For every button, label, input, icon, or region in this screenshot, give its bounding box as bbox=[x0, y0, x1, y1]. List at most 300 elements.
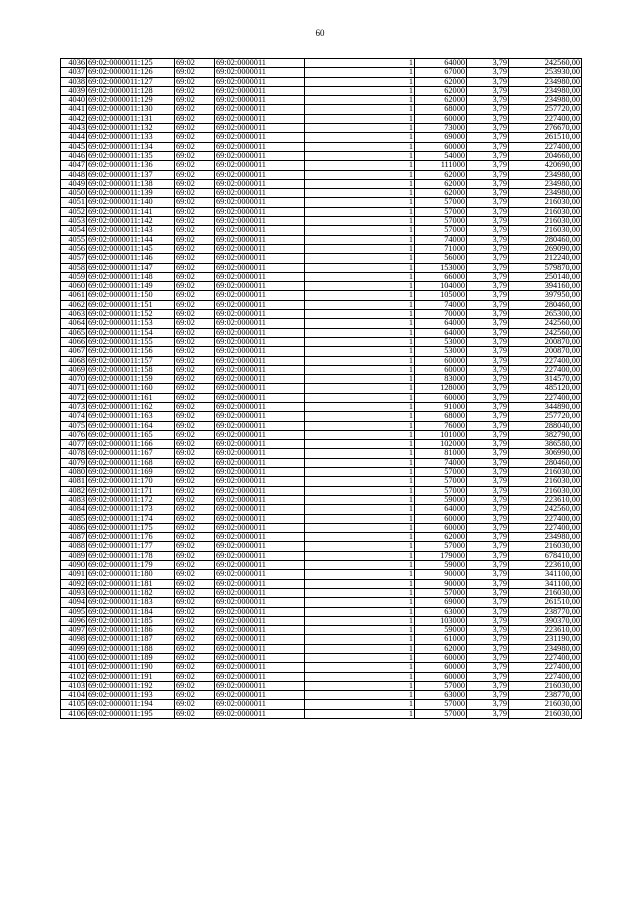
table-row bbox=[61, 477, 582, 486]
row-number-cell: 4104 bbox=[61, 691, 87, 700]
table-row bbox=[61, 700, 582, 709]
cadastral-number-cell: 69:02:0000011:180 bbox=[87, 570, 175, 579]
cadastral-number-cell: 69:02:0000011:162 bbox=[87, 402, 175, 411]
district-code-cell: 69:02 bbox=[175, 533, 215, 542]
object-count-cell: 1 bbox=[305, 663, 415, 672]
cadastral-value-cell: 280460,00 bbox=[509, 300, 582, 309]
quarter-number-cell: 69:02:0000011 bbox=[215, 468, 305, 477]
table-row bbox=[61, 59, 582, 68]
cadastral-value-cell: 227400,00 bbox=[509, 523, 582, 532]
table-row bbox=[61, 207, 582, 216]
quarter-number-cell: 69:02:0000011 bbox=[215, 96, 305, 105]
area-value-cell: 60000 bbox=[415, 672, 467, 681]
district-code-cell: 69:02 bbox=[175, 477, 215, 486]
area-value-cell: 104000 bbox=[415, 282, 467, 291]
district-code-cell: 69:02 bbox=[175, 226, 215, 235]
coefficient-cell: 3,79 bbox=[467, 561, 509, 570]
district-code-cell: 69:02 bbox=[175, 328, 215, 337]
table-row bbox=[61, 133, 582, 142]
area-value-cell: 57000 bbox=[415, 477, 467, 486]
cadastral-number-cell: 69:02:0000011:193 bbox=[87, 691, 175, 700]
quarter-number-cell: 69:02:0000011 bbox=[215, 570, 305, 579]
row-number-cell: 4070 bbox=[61, 375, 87, 384]
row-number-cell: 4047 bbox=[61, 161, 87, 170]
area-value-cell: 62000 bbox=[415, 644, 467, 653]
row-number-cell: 4048 bbox=[61, 170, 87, 179]
district-code-cell: 69:02 bbox=[175, 607, 215, 616]
cadastral-number-cell: 69:02:0000011:135 bbox=[87, 151, 175, 160]
quarter-number-cell: 69:02:0000011 bbox=[215, 142, 305, 151]
cadastral-number-cell: 69:02:0000011:147 bbox=[87, 263, 175, 272]
coefficient-cell: 3,79 bbox=[467, 235, 509, 244]
coefficient-cell: 3,79 bbox=[467, 189, 509, 198]
row-number-cell: 4095 bbox=[61, 607, 87, 616]
coefficient-cell: 3,79 bbox=[467, 626, 509, 635]
coefficient-cell: 3,79 bbox=[467, 198, 509, 207]
quarter-number-cell: 69:02:0000011 bbox=[215, 709, 305, 718]
cadastral-value-cell: 257720,00 bbox=[509, 412, 582, 421]
object-count-cell: 1 bbox=[305, 96, 415, 105]
cadastral-value-cell: 223610,00 bbox=[509, 495, 582, 504]
quarter-number-cell: 69:02:0000011 bbox=[215, 217, 305, 226]
table-row bbox=[61, 142, 582, 151]
row-number-cell: 4055 bbox=[61, 235, 87, 244]
row-number-cell: 4098 bbox=[61, 635, 87, 644]
quarter-number-cell: 69:02:0000011 bbox=[215, 551, 305, 560]
coefficient-cell: 3,79 bbox=[467, 700, 509, 709]
row-number-cell: 4051 bbox=[61, 198, 87, 207]
cadastral-value-cell: 216030,00 bbox=[509, 207, 582, 216]
cadastral-value-cell: 261510,00 bbox=[509, 598, 582, 607]
cadastral-value-cell: 314570,00 bbox=[509, 375, 582, 384]
cadastral-number-cell: 69:02:0000011:136 bbox=[87, 161, 175, 170]
district-code-cell: 69:02 bbox=[175, 440, 215, 449]
row-number-cell: 4038 bbox=[61, 77, 87, 86]
area-value-cell: 62000 bbox=[415, 86, 467, 95]
row-number-cell: 4077 bbox=[61, 440, 87, 449]
area-value-cell: 63000 bbox=[415, 607, 467, 616]
cadastral-number-cell: 69:02:0000011:183 bbox=[87, 598, 175, 607]
quarter-number-cell: 69:02:0000011 bbox=[215, 402, 305, 411]
row-number-cell: 4036 bbox=[61, 59, 87, 68]
cadastral-value-cell: 212240,00 bbox=[509, 254, 582, 263]
district-code-cell: 69:02 bbox=[175, 542, 215, 551]
cadastral-number-cell: 69:02:0000011:164 bbox=[87, 421, 175, 430]
coefficient-cell: 3,79 bbox=[467, 449, 509, 458]
cadastral-value-cell: 579870,00 bbox=[509, 263, 582, 272]
table-row bbox=[61, 495, 582, 504]
district-code-cell: 69:02 bbox=[175, 189, 215, 198]
object-count-cell: 1 bbox=[305, 263, 415, 272]
coefficient-cell: 3,79 bbox=[467, 272, 509, 281]
object-count-cell: 1 bbox=[305, 328, 415, 337]
quarter-number-cell: 69:02:0000011 bbox=[215, 207, 305, 216]
district-code-cell: 69:02 bbox=[175, 198, 215, 207]
table-row bbox=[61, 282, 582, 291]
cadastral-value-cell: 216030,00 bbox=[509, 542, 582, 551]
quarter-number-cell: 69:02:0000011 bbox=[215, 495, 305, 504]
coefficient-cell: 3,79 bbox=[467, 365, 509, 374]
cadastral-number-cell: 69:02:0000011:129 bbox=[87, 96, 175, 105]
row-number-cell: 4083 bbox=[61, 495, 87, 504]
district-code-cell: 69:02 bbox=[175, 114, 215, 123]
cadastral-value-cell: 306990,00 bbox=[509, 449, 582, 458]
table-row bbox=[61, 337, 582, 346]
object-count-cell: 1 bbox=[305, 570, 415, 579]
quarter-number-cell: 69:02:0000011 bbox=[215, 598, 305, 607]
quarter-number-cell: 69:02:0000011 bbox=[215, 505, 305, 514]
cadastral-value-cell: 276670,00 bbox=[509, 124, 582, 133]
cadastral-number-cell: 69:02:0000011:174 bbox=[87, 514, 175, 523]
quarter-number-cell: 69:02:0000011 bbox=[215, 328, 305, 337]
area-value-cell: 60000 bbox=[415, 142, 467, 151]
quarter-number-cell: 69:02:0000011 bbox=[215, 561, 305, 570]
cadastral-number-cell: 69:02:0000011:171 bbox=[87, 486, 175, 495]
district-code-cell: 69:02 bbox=[175, 588, 215, 597]
row-number-cell: 4062 bbox=[61, 300, 87, 309]
table-row bbox=[61, 226, 582, 235]
district-code-cell: 69:02 bbox=[175, 235, 215, 244]
area-value-cell: 74000 bbox=[415, 300, 467, 309]
table-row bbox=[61, 179, 582, 188]
cadastral-value-cell: 216030,00 bbox=[509, 588, 582, 597]
table-row bbox=[61, 561, 582, 570]
row-number-cell: 4056 bbox=[61, 244, 87, 253]
object-count-cell: 1 bbox=[305, 495, 415, 504]
quarter-number-cell: 69:02:0000011 bbox=[215, 347, 305, 356]
object-count-cell: 1 bbox=[305, 635, 415, 644]
coefficient-cell: 3,79 bbox=[467, 412, 509, 421]
quarter-number-cell: 69:02:0000011 bbox=[215, 663, 305, 672]
row-number-cell: 4065 bbox=[61, 328, 87, 337]
cadastral-value-cell: 227400,00 bbox=[509, 654, 582, 663]
cadastral-number-cell: 69:02:0000011:156 bbox=[87, 347, 175, 356]
row-number-cell: 4091 bbox=[61, 570, 87, 579]
district-code-cell: 69:02 bbox=[175, 709, 215, 718]
coefficient-cell: 3,79 bbox=[467, 244, 509, 253]
table-row bbox=[61, 328, 582, 337]
coefficient-cell: 3,79 bbox=[467, 505, 509, 514]
coefficient-cell: 3,79 bbox=[467, 681, 509, 690]
cadastral-number-cell: 69:02:0000011:148 bbox=[87, 272, 175, 281]
object-count-cell: 1 bbox=[305, 272, 415, 281]
table-row bbox=[61, 672, 582, 681]
table-row bbox=[61, 161, 582, 170]
table-row bbox=[61, 254, 582, 263]
row-number-cell: 4084 bbox=[61, 505, 87, 514]
quarter-number-cell: 69:02:0000011 bbox=[215, 421, 305, 430]
cadastral-value-cell: 234980,00 bbox=[509, 170, 582, 179]
table-row bbox=[61, 616, 582, 625]
object-count-cell: 1 bbox=[305, 282, 415, 291]
object-count-cell: 1 bbox=[305, 375, 415, 384]
area-value-cell: 69000 bbox=[415, 598, 467, 607]
cadastral-number-cell: 69:02:0000011:189 bbox=[87, 654, 175, 663]
quarter-number-cell: 69:02:0000011 bbox=[215, 393, 305, 402]
area-value-cell: 60000 bbox=[415, 114, 467, 123]
cadastral-value-cell: 341100,00 bbox=[509, 570, 582, 579]
area-value-cell: 60000 bbox=[415, 356, 467, 365]
district-code-cell: 69:02 bbox=[175, 68, 215, 77]
cadastral-number-cell: 69:02:0000011:130 bbox=[87, 105, 175, 114]
cadastral-number-cell: 69:02:0000011:137 bbox=[87, 170, 175, 179]
object-count-cell: 1 bbox=[305, 133, 415, 142]
area-value-cell: 62000 bbox=[415, 533, 467, 542]
table-row bbox=[61, 86, 582, 95]
row-number-cell: 4043 bbox=[61, 124, 87, 133]
district-code-cell: 69:02 bbox=[175, 551, 215, 560]
quarter-number-cell: 69:02:0000011 bbox=[215, 542, 305, 551]
object-count-cell: 1 bbox=[305, 430, 415, 439]
row-number-cell: 4090 bbox=[61, 561, 87, 570]
quarter-number-cell: 69:02:0000011 bbox=[215, 430, 305, 439]
row-number-cell: 4057 bbox=[61, 254, 87, 263]
district-code-cell: 69:02 bbox=[175, 402, 215, 411]
cadastral-number-cell: 69:02:0000011:138 bbox=[87, 179, 175, 188]
quarter-number-cell: 69:02:0000011 bbox=[215, 616, 305, 625]
object-count-cell: 1 bbox=[305, 217, 415, 226]
cadastral-number-cell: 69:02:0000011:169 bbox=[87, 468, 175, 477]
quarter-number-cell: 69:02:0000011 bbox=[215, 523, 305, 532]
quarter-number-cell: 69:02:0000011 bbox=[215, 170, 305, 179]
area-value-cell: 64000 bbox=[415, 328, 467, 337]
district-code-cell: 69:02 bbox=[175, 161, 215, 170]
row-number-cell: 4045 bbox=[61, 142, 87, 151]
cadastral-value-cell: 242560,00 bbox=[509, 59, 582, 68]
row-number-cell: 4073 bbox=[61, 402, 87, 411]
coefficient-cell: 3,79 bbox=[467, 375, 509, 384]
object-count-cell: 1 bbox=[305, 189, 415, 198]
quarter-number-cell: 69:02:0000011 bbox=[215, 607, 305, 616]
row-number-cell: 4089 bbox=[61, 551, 87, 560]
cadastral-number-cell: 69:02:0000011:134 bbox=[87, 142, 175, 151]
table-row bbox=[61, 542, 582, 551]
cadastral-number-cell: 69:02:0000011:152 bbox=[87, 310, 175, 319]
coefficient-cell: 3,79 bbox=[467, 105, 509, 114]
coefficient-cell: 3,79 bbox=[467, 300, 509, 309]
cadastral-number-cell: 69:02:0000011:153 bbox=[87, 319, 175, 328]
object-count-cell: 1 bbox=[305, 691, 415, 700]
row-number-cell: 4037 bbox=[61, 68, 87, 77]
cadastral-value-cell: 234980,00 bbox=[509, 86, 582, 95]
table-row bbox=[61, 235, 582, 244]
area-value-cell: 111000 bbox=[415, 161, 467, 170]
district-code-cell: 69:02 bbox=[175, 124, 215, 133]
row-number-cell: 4094 bbox=[61, 598, 87, 607]
coefficient-cell: 3,79 bbox=[467, 337, 509, 346]
district-code-cell: 69:02 bbox=[175, 672, 215, 681]
table-row bbox=[61, 291, 582, 300]
cadastral-value-cell: 253930,00 bbox=[509, 68, 582, 77]
coefficient-cell: 3,79 bbox=[467, 142, 509, 151]
row-number-cell: 4086 bbox=[61, 523, 87, 532]
coefficient-cell: 3,79 bbox=[467, 691, 509, 700]
row-number-cell: 4067 bbox=[61, 347, 87, 356]
table-row bbox=[61, 570, 582, 579]
area-value-cell: 57000 bbox=[415, 198, 467, 207]
cadastral-number-cell: 69:02:0000011:185 bbox=[87, 616, 175, 625]
coefficient-cell: 3,79 bbox=[467, 328, 509, 337]
coefficient-cell: 3,79 bbox=[467, 663, 509, 672]
row-number-cell: 4060 bbox=[61, 282, 87, 291]
table-row bbox=[61, 114, 582, 123]
cadastral-number-cell: 69:02:0000011:157 bbox=[87, 356, 175, 365]
area-value-cell: 60000 bbox=[415, 365, 467, 374]
cadastral-number-cell: 69:02:0000011:184 bbox=[87, 607, 175, 616]
coefficient-cell: 3,79 bbox=[467, 477, 509, 486]
quarter-number-cell: 69:02:0000011 bbox=[215, 644, 305, 653]
cadastral-value-cell: 382790,00 bbox=[509, 430, 582, 439]
coefficient-cell: 3,79 bbox=[467, 124, 509, 133]
district-code-cell: 69:02 bbox=[175, 347, 215, 356]
table-row bbox=[61, 402, 582, 411]
object-count-cell: 1 bbox=[305, 468, 415, 477]
quarter-number-cell: 69:02:0000011 bbox=[215, 681, 305, 690]
cadastral-value-cell: 280460,00 bbox=[509, 458, 582, 467]
cadastral-value-cell: 223610,00 bbox=[509, 626, 582, 635]
row-number-cell: 4106 bbox=[61, 709, 87, 718]
quarter-number-cell: 69:02:0000011 bbox=[215, 282, 305, 291]
row-number-cell: 4042 bbox=[61, 114, 87, 123]
cadastral-value-cell: 341100,00 bbox=[509, 579, 582, 588]
object-count-cell: 1 bbox=[305, 114, 415, 123]
object-count-cell: 1 bbox=[305, 384, 415, 393]
object-count-cell: 1 bbox=[305, 402, 415, 411]
table-row bbox=[61, 421, 582, 430]
area-value-cell: 68000 bbox=[415, 412, 467, 421]
coefficient-cell: 3,79 bbox=[467, 579, 509, 588]
object-count-cell: 1 bbox=[305, 161, 415, 170]
object-count-cell: 1 bbox=[305, 151, 415, 160]
table-row bbox=[61, 217, 582, 226]
coefficient-cell: 3,79 bbox=[467, 384, 509, 393]
cadastral-number-cell: 69:02:0000011:167 bbox=[87, 449, 175, 458]
cadastral-value-cell: 200870,00 bbox=[509, 337, 582, 346]
table-row bbox=[61, 96, 582, 105]
cadastral-value-cell: 678410,00 bbox=[509, 551, 582, 560]
district-code-cell: 69:02 bbox=[175, 375, 215, 384]
row-number-cell: 4074 bbox=[61, 412, 87, 421]
district-code-cell: 69:02 bbox=[175, 458, 215, 467]
table-row bbox=[61, 681, 582, 690]
area-value-cell: 57000 bbox=[415, 468, 467, 477]
area-value-cell: 59000 bbox=[415, 561, 467, 570]
district-code-cell: 69:02 bbox=[175, 663, 215, 672]
table-row bbox=[61, 430, 582, 439]
object-count-cell: 1 bbox=[305, 644, 415, 653]
quarter-number-cell: 69:02:0000011 bbox=[215, 300, 305, 309]
district-code-cell: 69:02 bbox=[175, 626, 215, 635]
table-row bbox=[61, 310, 582, 319]
area-value-cell: 128000 bbox=[415, 384, 467, 393]
cadastral-number-cell: 69:02:0000011:181 bbox=[87, 579, 175, 588]
object-count-cell: 1 bbox=[305, 365, 415, 374]
area-value-cell: 74000 bbox=[415, 235, 467, 244]
area-value-cell: 56000 bbox=[415, 254, 467, 263]
object-count-cell: 1 bbox=[305, 551, 415, 560]
table-row bbox=[61, 365, 582, 374]
table-row bbox=[61, 319, 582, 328]
district-code-cell: 69:02 bbox=[175, 356, 215, 365]
district-code-cell: 69:02 bbox=[175, 365, 215, 374]
cadastral-number-cell: 69:02:0000011:194 bbox=[87, 700, 175, 709]
district-code-cell: 69:02 bbox=[175, 291, 215, 300]
cadastral-number-cell: 69:02:0000011:143 bbox=[87, 226, 175, 235]
coefficient-cell: 3,79 bbox=[467, 217, 509, 226]
table-row bbox=[61, 579, 582, 588]
table-row bbox=[61, 644, 582, 653]
object-count-cell: 1 bbox=[305, 700, 415, 709]
area-value-cell: 57000 bbox=[415, 226, 467, 235]
cadastral-value-cell: 344890,00 bbox=[509, 402, 582, 411]
cadastral-number-cell: 69:02:0000011:161 bbox=[87, 393, 175, 402]
coefficient-cell: 3,79 bbox=[467, 486, 509, 495]
table-row bbox=[61, 263, 582, 272]
district-code-cell: 69:02 bbox=[175, 644, 215, 653]
object-count-cell: 1 bbox=[305, 421, 415, 430]
coefficient-cell: 3,79 bbox=[467, 356, 509, 365]
cadastral-number-cell: 69:02:0000011:154 bbox=[87, 328, 175, 337]
object-count-cell: 1 bbox=[305, 86, 415, 95]
district-code-cell: 69:02 bbox=[175, 635, 215, 644]
quarter-number-cell: 69:02:0000011 bbox=[215, 179, 305, 188]
quarter-number-cell: 69:02:0000011 bbox=[215, 635, 305, 644]
object-count-cell: 1 bbox=[305, 226, 415, 235]
area-value-cell: 54000 bbox=[415, 151, 467, 160]
cadastral-number-cell: 69:02:0000011:195 bbox=[87, 709, 175, 718]
row-number-cell: 4105 bbox=[61, 700, 87, 709]
object-count-cell: 1 bbox=[305, 561, 415, 570]
district-code-cell: 69:02 bbox=[175, 616, 215, 625]
table-row bbox=[61, 468, 582, 477]
cadastral-number-cell: 69:02:0000011:175 bbox=[87, 523, 175, 532]
table-row bbox=[61, 654, 582, 663]
cadastral-number-cell: 69:02:0000011:160 bbox=[87, 384, 175, 393]
area-value-cell: 62000 bbox=[415, 170, 467, 179]
quarter-number-cell: 69:02:0000011 bbox=[215, 356, 305, 365]
area-value-cell: 59000 bbox=[415, 495, 467, 504]
quarter-number-cell: 69:02:0000011 bbox=[215, 588, 305, 597]
district-code-cell: 69:02 bbox=[175, 654, 215, 663]
quarter-number-cell: 69:02:0000011 bbox=[215, 458, 305, 467]
object-count-cell: 1 bbox=[305, 626, 415, 635]
district-code-cell: 69:02 bbox=[175, 486, 215, 495]
cadastral-value-cell: 250140,00 bbox=[509, 272, 582, 281]
cadastral-number-cell: 69:02:0000011:141 bbox=[87, 207, 175, 216]
table-row bbox=[61, 486, 582, 495]
coefficient-cell: 3,79 bbox=[467, 291, 509, 300]
row-number-cell: 4102 bbox=[61, 672, 87, 681]
row-number-cell: 4103 bbox=[61, 681, 87, 690]
object-count-cell: 1 bbox=[305, 486, 415, 495]
coefficient-cell: 3,79 bbox=[467, 440, 509, 449]
table-row bbox=[61, 691, 582, 700]
coefficient-cell: 3,79 bbox=[467, 468, 509, 477]
quarter-number-cell: 69:02:0000011 bbox=[215, 77, 305, 86]
row-number-cell: 4058 bbox=[61, 263, 87, 272]
quarter-number-cell: 69:02:0000011 bbox=[215, 59, 305, 68]
area-value-cell: 69000 bbox=[415, 133, 467, 142]
district-code-cell: 69:02 bbox=[175, 681, 215, 690]
quarter-number-cell: 69:02:0000011 bbox=[215, 365, 305, 374]
object-count-cell: 1 bbox=[305, 579, 415, 588]
district-code-cell: 69:02 bbox=[175, 561, 215, 570]
district-code-cell: 69:02 bbox=[175, 598, 215, 607]
quarter-number-cell: 69:02:0000011 bbox=[215, 486, 305, 495]
area-value-cell: 62000 bbox=[415, 179, 467, 188]
row-number-cell: 4100 bbox=[61, 654, 87, 663]
district-code-cell: 69:02 bbox=[175, 468, 215, 477]
